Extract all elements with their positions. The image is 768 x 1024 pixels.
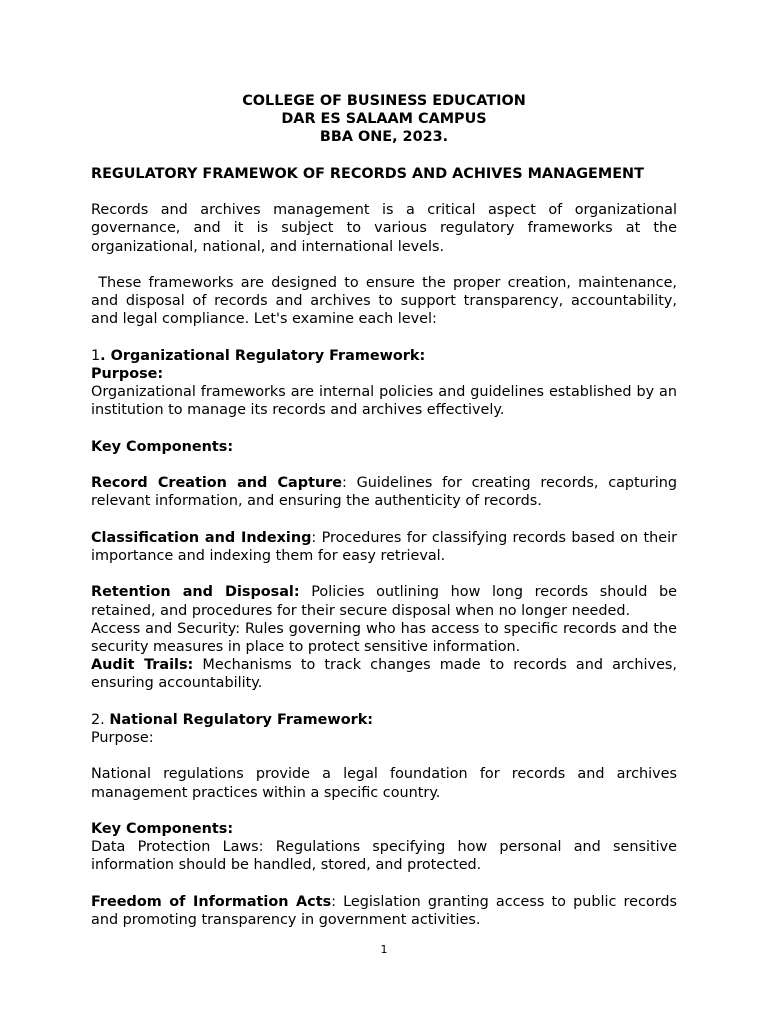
section2-heading: [91, 711, 677, 729]
document-body: [91, 92, 682, 929]
section2-title: National Regulatory Framework:: [109, 711, 374, 728]
section2-key-components-label: Key Components:: [91, 820, 234, 837]
item-text: : Procedures for classifying records based on their importance and indexing them for easy retrieval.: [91, 529, 677, 564]
header-class-year: BBA ONE, 2023.: [319, 129, 449, 146]
section2-purpose-label: Purpose:: [91, 729, 154, 746]
section1-purpose-text: Organizational frameworks are internal policies and guidelines established by an institution to manage its records and archives effectively.: [91, 384, 677, 419]
section2-number: 2.: [91, 711, 110, 728]
section1-heading: [91, 347, 677, 365]
section1-key-components-label: Key Components:: [91, 438, 234, 455]
item-text: Policies outlining how long records should be retained, and procedures for their secure disposal when no longer needed.: [91, 584, 682, 619]
item-term: Record Creation and Capture: [91, 475, 343, 492]
section1-number: 1: [91, 347, 101, 364]
section1-item-audit-trails: [91, 656, 682, 692]
item-term: Freedom of Information Acts: [91, 893, 332, 910]
section1-item-retention: [91, 583, 682, 619]
item-term: Retention and Disposal:: [91, 584, 300, 601]
item-term: Classification and Indexing: [91, 529, 312, 546]
section2-item-data-protection: Data Protection Laws: Regulations specifying how personal and sensitive information should be handled, stored, and protected.: [91, 839, 677, 874]
section2-purpose-text: National regulations provide a legal foundation for records and archives management practices within a specific country.: [91, 766, 677, 801]
document-title: REGULATORY FRAMEWOK OF RECORDS AND ACHIVES MANAGEMENT: [91, 165, 644, 182]
section1-purpose-label: Purpose:: [91, 365, 164, 382]
section1-item-access-security: Access and Security: Rules governing who has access to specific records and the security measures in place to protect sensitive information.: [91, 620, 677, 655]
intro-paragraph-2: These frameworks are designed to ensure the proper creation, maintenance, and disposal of records and archives to support transparency, accountability, and legal compliance. Let's examine each level:: [91, 274, 682, 328]
header-campus: DAR ES SALAAM CAMPUS: [281, 111, 487, 128]
header-college: COLLEGE OF BUSINESS EDUCATION: [242, 93, 526, 109]
section1-item-record-creation: [91, 474, 677, 510]
section1-title: . Organizational Regulatory Framework:: [100, 347, 426, 364]
item-text: : Legislation granting access to public records and promoting transparency in government activities.: [91, 893, 677, 928]
item-term: Audit Trails:: [91, 657, 194, 674]
section1-item-classification: [91, 529, 677, 565]
item-text: Mechanisms to track changes made to records and archives, ensuring accountability.: [91, 657, 682, 692]
section2-item-foi: [91, 893, 677, 929]
page-number: 1: [380, 943, 388, 956]
item-text: : Guidelines for creating records, capturing relevant information, and ensuring the authenticity of records.: [91, 475, 677, 510]
intro-paragraph-1: Records and archives management is a critical aspect of organizational governance, and it is subject to various regulatory frameworks at the organizational, national, and international levels.: [91, 202, 677, 255]
